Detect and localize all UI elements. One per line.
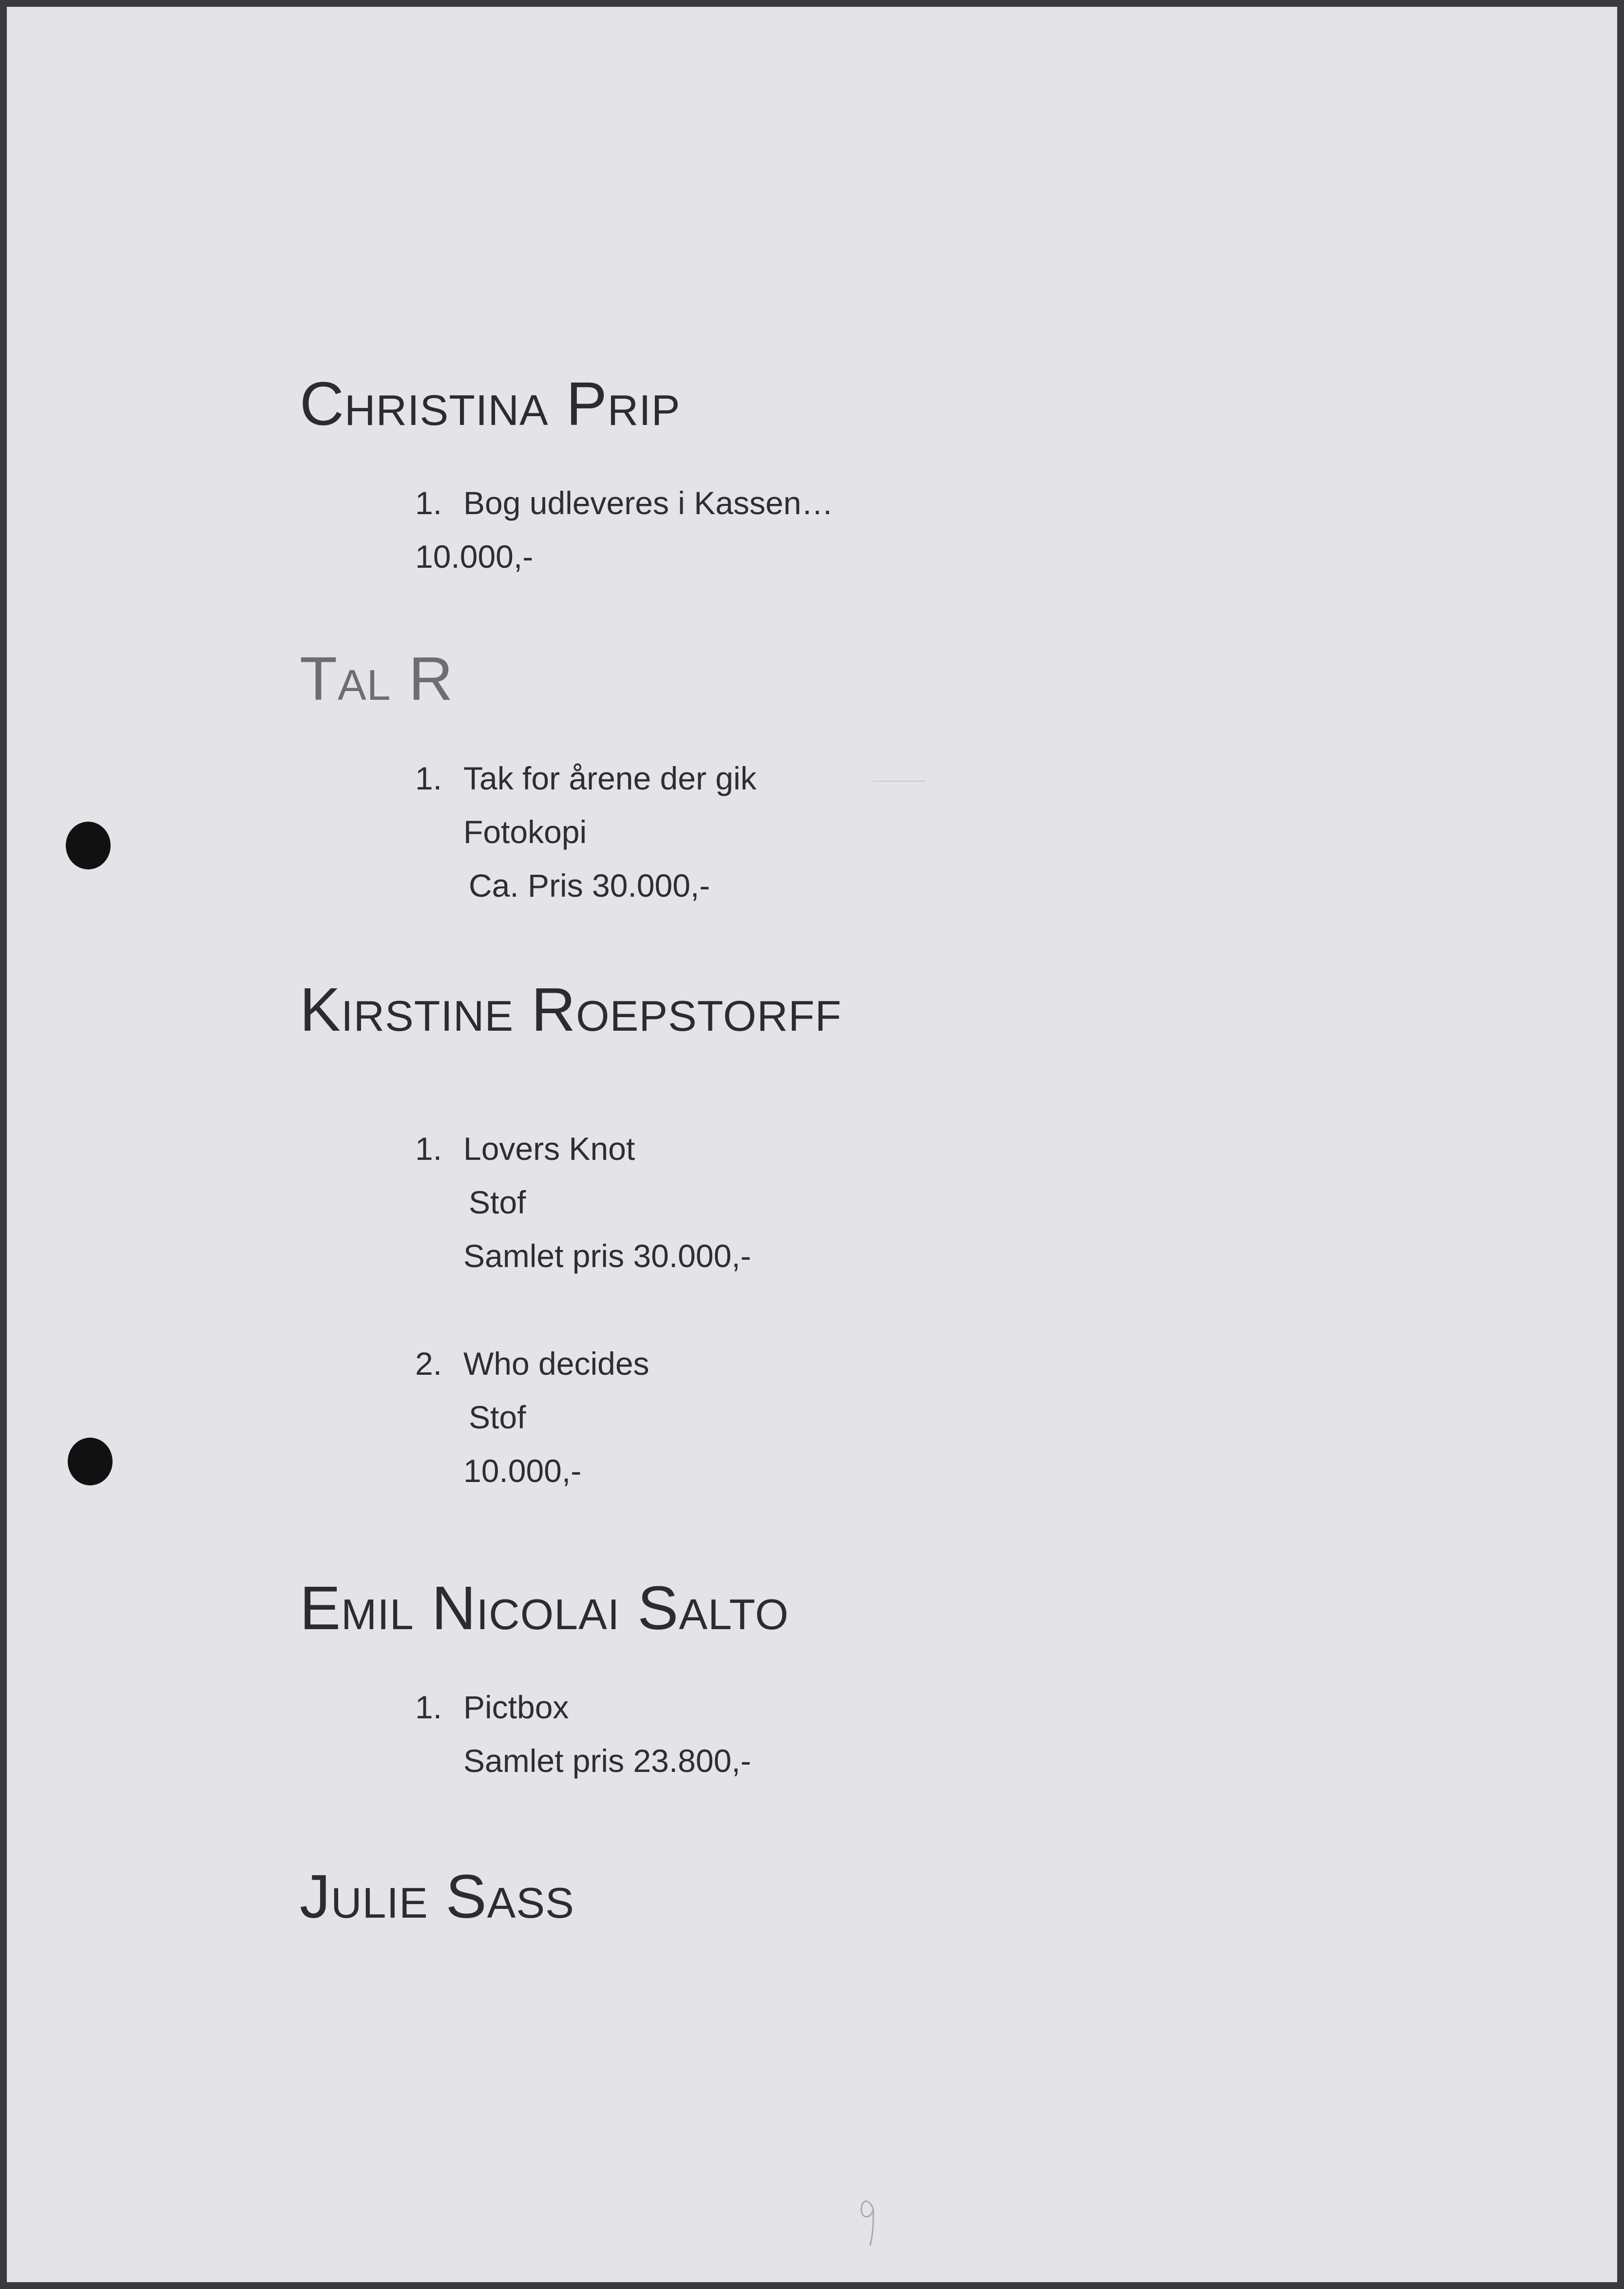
item-number: 1. [415, 485, 442, 521]
item-medium: Stof [469, 1399, 526, 1435]
punch-hole [68, 1438, 113, 1485]
item-number: 1. [415, 1689, 442, 1725]
item-title: Bog udleveres i Kassen… [463, 485, 834, 521]
item-price: Samlet pris 23.800,- [463, 1743, 751, 1779]
item-price: Samlet pris 30.000,- [463, 1238, 751, 1274]
document-page [7, 7, 1617, 2282]
item-number: 1. [415, 760, 442, 796]
artist-heading: Emil Nicolai Salto [300, 1574, 789, 1642]
item-medium: Fotokopi [463, 814, 587, 850]
item-medium: Stof [469, 1184, 526, 1220]
item-number: 1. [415, 1131, 442, 1167]
handwritten-page-number [859, 2194, 878, 2248]
item-title: Lovers Knot [463, 1131, 635, 1167]
artist-heading: Christina Prip [300, 369, 681, 438]
item-number: 2. [415, 1346, 442, 1382]
item-title: Tak for årene der gik [463, 760, 757, 796]
artist-heading: Tal R [300, 644, 454, 713]
punch-hole [66, 822, 111, 869]
paper-mark [873, 781, 926, 782]
artist-heading: Kirstine Roepstorff [300, 975, 842, 1044]
item-title: Pictbox [463, 1689, 569, 1725]
item-price: 10.000,- [415, 539, 534, 575]
artist-heading: Julie Sass [300, 1862, 574, 1931]
item-price: 10.000,- [463, 1453, 582, 1489]
item-price: Ca. Pris 30.000,- [469, 867, 710, 904]
item-title: Who decides [463, 1346, 650, 1382]
